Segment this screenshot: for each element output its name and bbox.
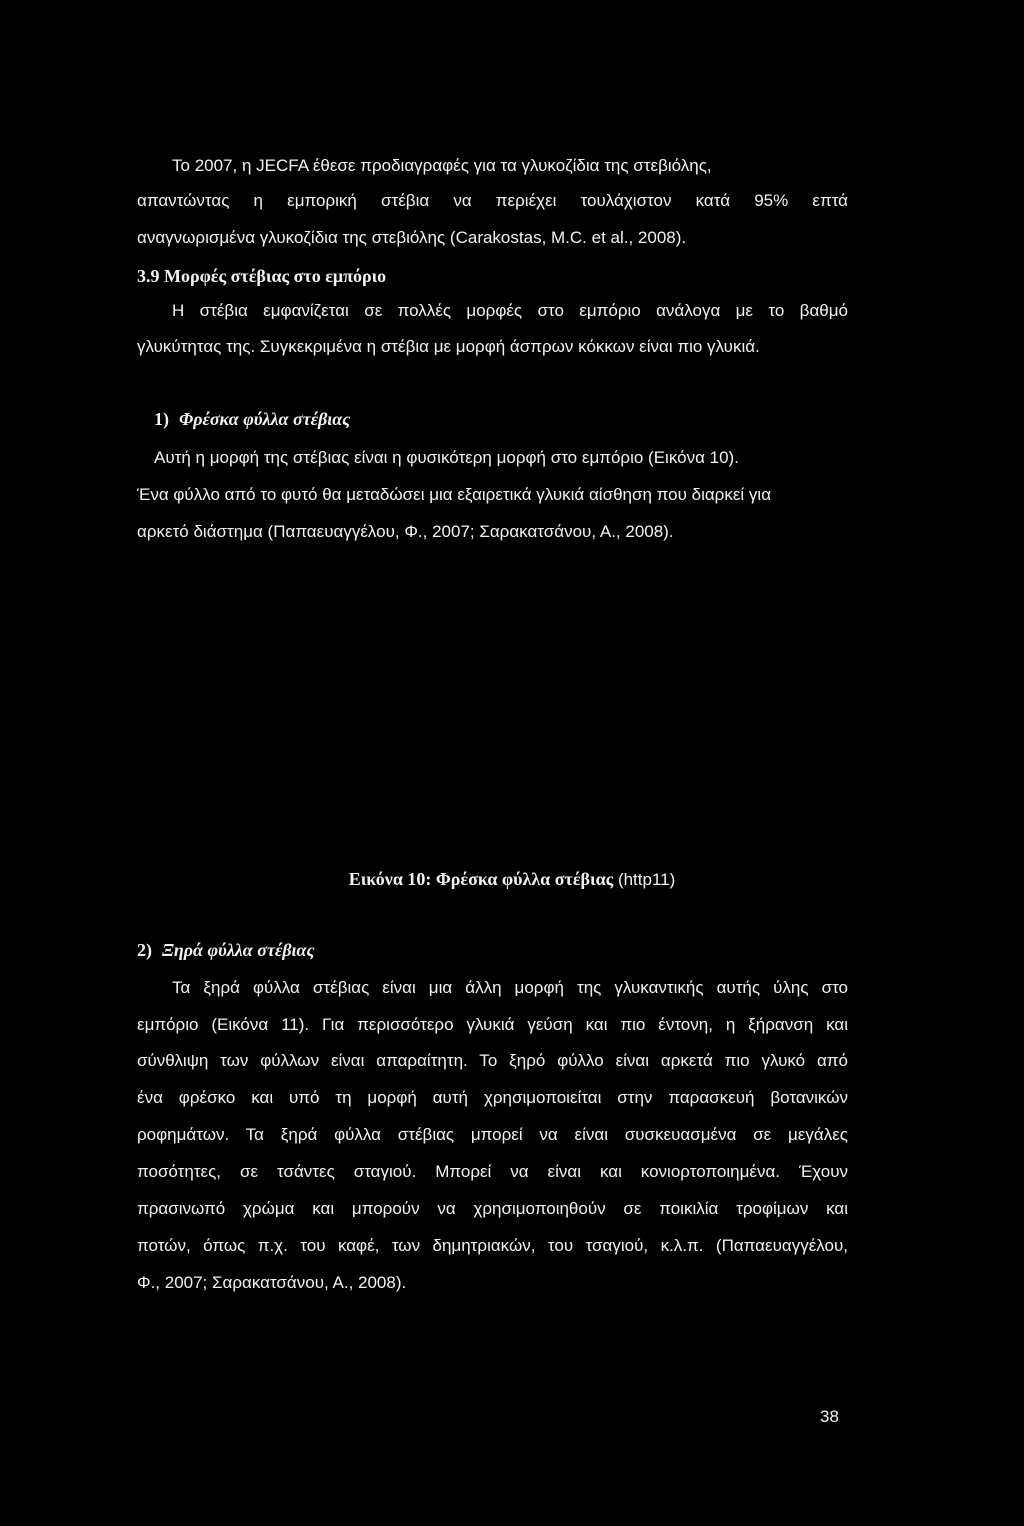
intro-line-2: απαντώντας η εμπορική στέβια να περιέχει τουλάχιστον κατά 95% επτά <box>137 191 848 210</box>
item2-line-6: ποσότητες, σε τσάντες σταγιού. Μπορεί να είναι και κονιορτοποιημένα. Έχουν <box>137 1162 848 1181</box>
item1-line-1: Αυτή η μορφή της στέβιας είναι η φυσικότερη μορφή στο εμπόριο (Εικόνα 10). <box>154 448 739 467</box>
item2-line-3: σύνθλιψη των φύλλων είναι απαραίτητη. Το ξηρό φύλλο είναι αρκετά πιο γλυκό από <box>137 1051 848 1070</box>
item1-number: 1) <box>154 409 169 429</box>
item1-heading <box>154 408 350 432</box>
item1-title: Φρέσκα φύλλα στέβιας <box>179 409 351 429</box>
page-number: 38 <box>820 1407 839 1426</box>
section-line-2: γλυκύτητας της. Συγκεκριμένα η στέβια με μορφή άσπρων κόκκων είναι πιο γλυκιά. <box>137 337 760 356</box>
item2-number: 2) <box>137 940 152 960</box>
item2-line-4: ένα φρέσκο και υπό τη μορφή αυτή χρησιμοποιείται στην παρασκευή βοτανικών <box>137 1088 848 1107</box>
item2-heading <box>137 939 315 963</box>
figure-caption <box>0 868 1024 892</box>
figure-caption-source: (http11) <box>613 870 676 889</box>
item2-line-7: πρασινωπό χρώμα και μπορούν να χρησιμοποιηθούν σε ποικιλία τροφίμων και <box>137 1199 848 1218</box>
figure-10-image <box>137 575 848 855</box>
item2-line-9: Φ., 2007; Σαρακατσάνου, Α., 2008). <box>137 1273 407 1292</box>
item2-line-8: ποτών, όπως π.χ. του καφέ, των δημητριακών, του τσαγιού, κ.λ.π. (Παπαευαγγέλου, <box>137 1236 848 1255</box>
figure-caption-title: Εικόνα 10: Φρέσκα φύλλα στέβιας <box>348 869 614 889</box>
section-heading: 3.9 Μορφές στέβιας στο εμπόριο <box>137 266 387 286</box>
item1-line-2: Ένα φύλλο από το φυτό θα μεταδώσει μια εξαιρετικά γλυκιά αίσθηση που διαρκεί για <box>137 485 772 504</box>
item1-line-3: αρκετό διάστημα (Παπαευαγγέλου, Φ., 2007; Σαρακατσάνου, Α., 2008). <box>137 522 674 541</box>
item2-title: Ξηρά φύλλα στέβιας <box>162 940 315 960</box>
section-line-1: Η στέβια εμφανίζεται σε πολλές μορφές στο εμπόριο ανάλογα με το βαθμό <box>172 301 848 320</box>
intro-line-1: Το 2007, η JECFA έθεσε προδιαγραφές για τα γλυκοζίδια της στεβιόλης, <box>172 156 712 175</box>
item2-line-5: ροφημάτων. Τα ξηρά φύλλα στέβιας μπορεί να είναι συσκευασμένα σε μεγάλες <box>137 1125 848 1144</box>
intro-line-3: αναγνωρισμένα γλυκοζίδια της στεβιόλης (Carakostas, M.C. et al., 2008). <box>137 228 687 247</box>
item2-line-1: Τα ξηρά φύλλα στέβιας είναι μια άλλη μορφή της γλυκαντικής αυτής ύλης στο <box>172 978 848 997</box>
item2-line-2: εμπόριο (Εικόνα 11). Για περισσότερο γλυκιά γεύση και πιο έντονη, η ξήρανση και <box>137 1015 848 1034</box>
